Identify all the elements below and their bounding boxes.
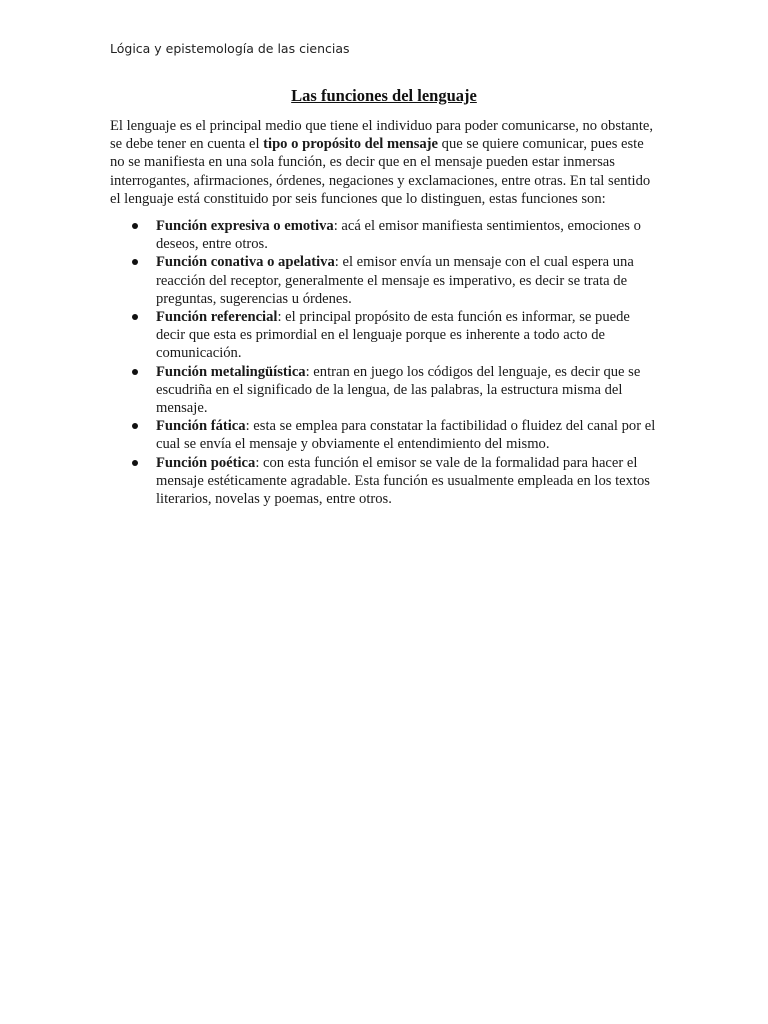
functions-list [110,217,660,508]
function-name: Función conativa o apelativa [156,254,335,271]
list-item [110,417,660,453]
bullet-icon [132,423,138,429]
intro-text-end: que se quiere comunicar, pues este no se manifiesta en una sola función, es decir que en el mensaje pueden estar inmersas interrogantes, afirmaciones, órdenes, negaciones y exclamaciones, entre otras. En tal sentido el lenguaje está constituido por seis funciones que lo distinguen, estas funciones son: [110,136,651,207]
bullet-icon [132,460,138,466]
function-description: : con esta función el emisor se vale de la formalidad para hacer el mensaje estéticamente agradable. Esta función es usualmente empleada en los textos literarios, novelas y poemas, entre otros. [156,454,650,508]
intro-bold-phrase: tipo o propósito del mensaje [263,136,439,153]
bullet-icon [132,314,138,320]
function-description: : entran en juego los códigos del lenguaje, es decir que se escudriña en el significado de la lengua, de las palabras, la estructura misma del mensaje. [156,363,641,417]
function-name: Función referencial [156,309,278,326]
page-header: Lógica y epistemología de las ciencias [110,41,350,56]
document-body [110,117,660,508]
list-item [110,253,660,308]
function-name: Función fática [156,418,246,435]
intro-text-start: El lenguaje es el principal medio que tiene el individuo para poder comunicarse, no obstante, se debe tener en cuenta el [110,118,654,153]
list-item [110,308,660,363]
function-description: : acá el emisor manifiesta sentimientos, emociones o deseos, entre otros. [156,218,641,253]
function-name: Función expresiva o emotiva [156,218,334,235]
function-name: Función metalingüística [156,363,306,380]
function-description: : esta se emplea para constatar la factibilidad o fluidez del canal por el cual se envía el mensaje y obviamente el entendimiento del mismo. [156,418,656,453]
bullet-icon [132,369,138,375]
intro-paragraph [110,117,660,208]
function-description: : el principal propósito de esta función es informar, se puede decir que esta es primordial en el lenguaje porque es inherente a todo acto de comunicación. [156,309,630,362]
function-name: Función poética [156,454,256,471]
list-item [110,363,660,418]
list-item [110,217,660,253]
bullet-icon [132,259,138,265]
bullet-icon [132,223,138,229]
document-title: Las funciones del lenguaje [291,86,477,105]
function-description: : el emisor envía un mensaje con el cual espera una reacción del receptor, generalmente el mensaje es imperativo, es decir se trata de preguntas, sugerencias u órdenes. [156,254,634,307]
list-item [110,454,660,509]
